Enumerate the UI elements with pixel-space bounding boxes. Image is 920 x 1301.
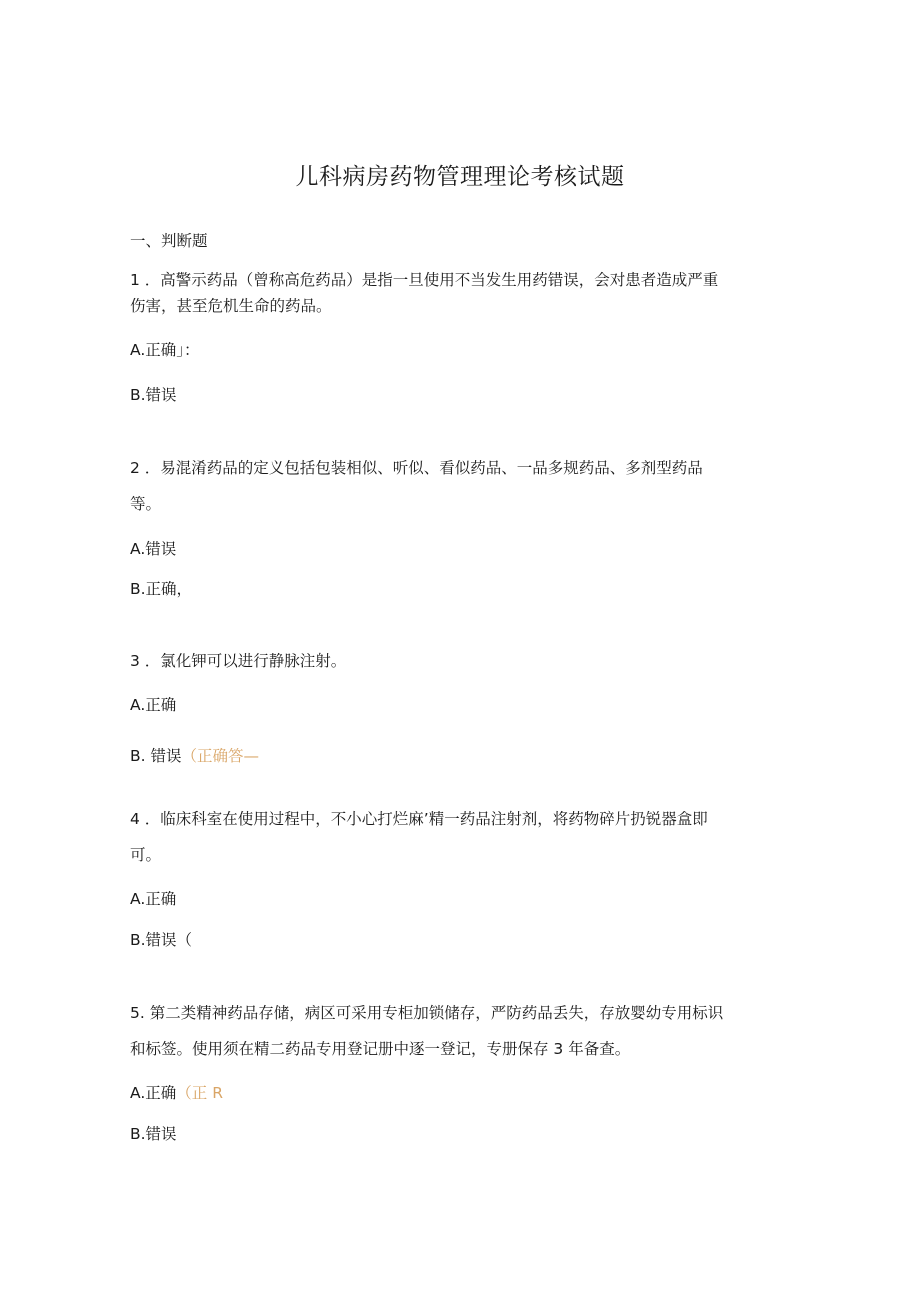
question-2-stem-line-2: 等。 [130, 495, 162, 513]
question-2-option-b [130, 579, 192, 599]
answer-note: （正 R [176, 1084, 223, 1102]
option-text: B.错误 [130, 386, 177, 404]
answer-note: （正确答— [181, 747, 260, 765]
question-4-option-a [130, 889, 176, 909]
option-text: B.正确， [130, 580, 193, 598]
question-1-option-a [130, 340, 200, 360]
question-3-stem-line-1: 3 ．氯化钾可以进行静脉注射。 [130, 652, 347, 670]
question-5-stem-line-2: 和标签。使用须在精二药品专用登记册中逐一登记，专册保存 3 年备查。 [130, 1040, 631, 1058]
question-1-stem-line-2: 伤害，甚至危机生命的药品。 [130, 297, 332, 315]
question-5-option-a [130, 1083, 223, 1103]
question-1-stem-line-1: 1 ．高警示药品（曾称高危药品）是指一旦使用不当发生用药错误，会对患者造成严重 [130, 271, 719, 289]
question-4-option-b [130, 930, 192, 950]
question-2-stem-line-1: 2 ．易混淆药品的定义包括包装相似、听似、看似药品、一品多规药品、多剂型药品 [130, 459, 703, 477]
option-text: A.正确」： [130, 341, 200, 359]
option-text: B.错误 [130, 1125, 177, 1143]
option-text: A.错误 [130, 540, 177, 558]
question-5-stem-line-1: 5. 第二类精神药品存储，病区可采用专柜加锁储存，严防药品丢失，存放婴幼专用标识 [130, 1004, 724, 1022]
question-4-stem-line-1: 4 ．临床科室在使用过程中，不小心打烂麻’精一药品注射剂，将药物碎片扔锐器盒即 [130, 810, 708, 828]
option-text: B.错误（ [130, 931, 193, 949]
page-title: 儿科病房药物管理理论考核试题 [295, 164, 625, 190]
question-4-stem-line-2: 可。 [130, 846, 162, 864]
question-1-option-b [130, 385, 177, 405]
question-3-option-b [130, 746, 259, 766]
option-text: A.正确 [130, 1084, 177, 1102]
option-text: A.正确 [130, 890, 177, 908]
question-2-option-a [130, 539, 176, 559]
option-text: A.正确 [130, 696, 177, 714]
question-3-option-a [130, 695, 176, 715]
section-heading: 一、判断题 [130, 232, 208, 250]
question-5-option-b [130, 1124, 177, 1144]
option-text: B. 错误 [130, 747, 182, 765]
